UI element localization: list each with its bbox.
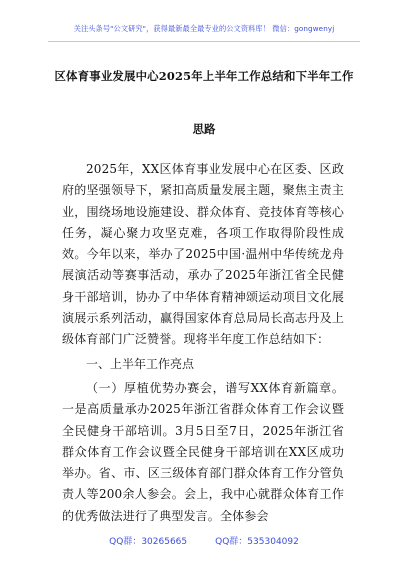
section-heading: 一、上半年工作亮点 xyxy=(86,357,195,371)
footer-qq-group-1: QQ群：30265665 xyxy=(109,537,188,547)
banner-divider xyxy=(48,41,360,42)
promo-banner: 关注头条号"公文研究"，获得最新最全最专业的公文资料库！ 微信：gongwenyj xyxy=(73,24,335,33)
document-title: 区体育事业发展中心2025年上半年工作总结和下半年工作 xyxy=(54,69,354,83)
intro-paragraph-text: 2025年，XX区体育事业发展中心在区委、区政府的坚强领导下，紧扣高质量发展主题，聚焦主责主业，围绕场地设施建设、群众体育、竞技体育等核心任务，凝心聚力攻坚克难，各项工作取得阶段性成效。今年以来，举办了2025中国·温州中华传统龙舟展演活动等赛事活动，承办了2025年浙江省全民健身干部培训，协办了中华体育精神颂运动项目文化展演展示系列活动，赢得国家体育总局局长高志丹及上级体育部门广泛赞誉。现将半年度工作总结如下： xyxy=(62,162,344,347)
section-paragraph xyxy=(62,378,344,527)
footer-qq-group-2: QQ群：535304092 xyxy=(215,537,299,547)
section-paragraph-text: （一）厚植优势办赛会，谱写XX体育新篇章。一是高质量承办2025年浙江省群众体育工作会议暨全民健身干部培训。3月5日至7日，2025年浙江省群众体育工作会议暨全民健身干部培训在XX区成功举办。省、市、区三级体育部门群众体育工作分管负责人等200余人参会。会上，我中心就群众体育工作的优秀做法进行了典型发言。全体参会 xyxy=(62,381,344,523)
intro-paragraph xyxy=(62,159,344,351)
footer-contacts xyxy=(0,534,408,547)
document-title-continuation: 思路 xyxy=(192,122,216,136)
